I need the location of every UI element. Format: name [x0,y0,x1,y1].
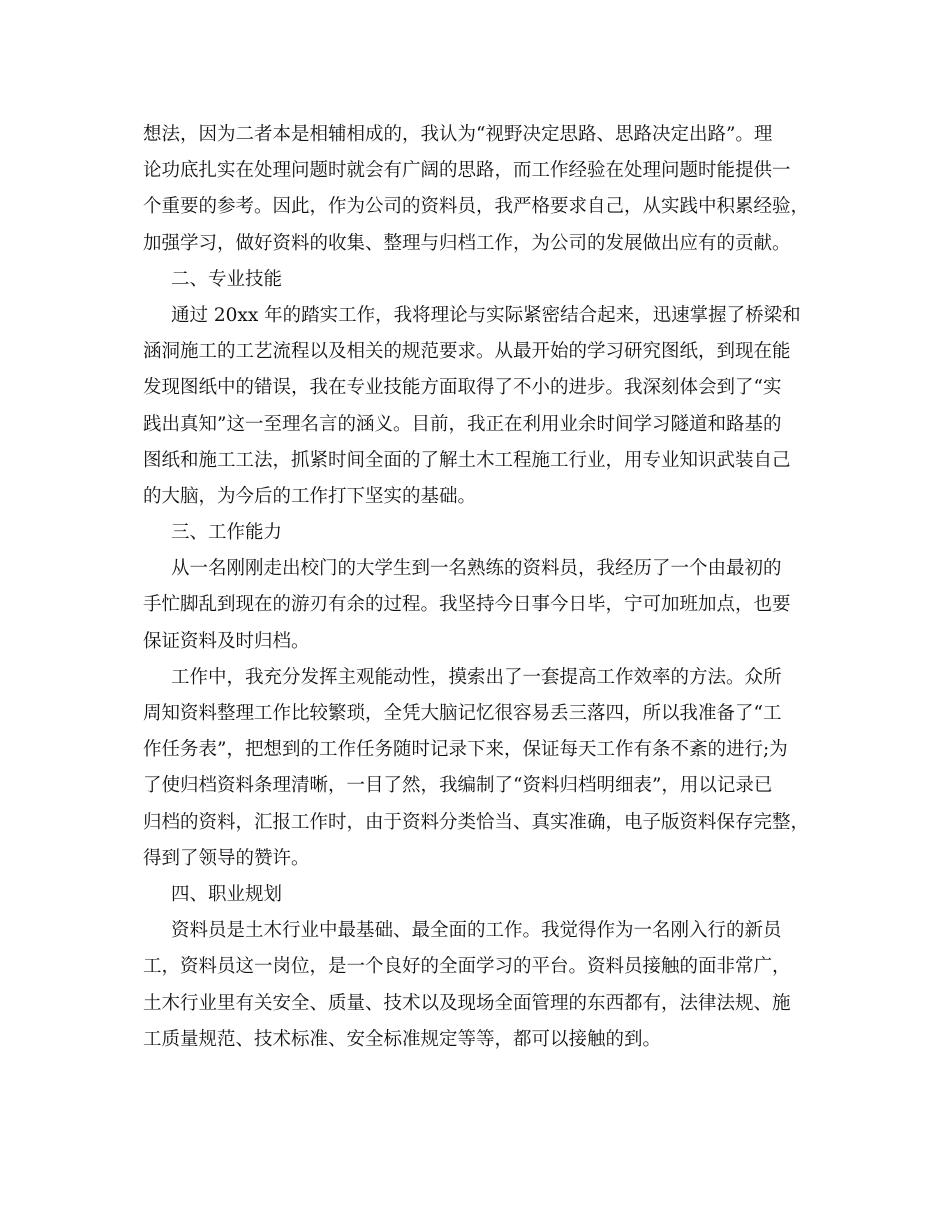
paragraph-line: 土木行业里有关安全、质量、技术以及现场全面管理的东西都有，法律法规、施 [143,992,791,1014]
paragraph-line: 工，资料员这一岗位，是一个良好的全面学习的平台。资料员接触的面非常广， [143,956,791,978]
paragraph-line: 想法，因为二者本是相辅相成的，我认为“视野决定思路、思路决定出路”。理 [143,124,773,145]
section-heading: 四、职业规划 [171,883,283,905]
paragraph-line: 个重要的参考。因此，作为公司的资料员，我严格要求自己，从实践中积累经验， [143,196,810,218]
paragraph-line: 的大脑，为今后的工作打下坚实的基础。 [143,485,477,507]
paragraph-first-line: 工作中，我充分发挥主观能动性，摸索出了一套提高工作效率的方法。众所 [171,666,782,688]
document-body [143,117,809,1058]
paragraph-first-line: 从一名刚刚走出校门的大学生到一名熟练的资料员，我经历了一个由最初的 [171,558,782,580]
paragraph-line: 加强学习，做好资料的收集、整理与归档工作，为公司的发展做出应有的贡献。 [143,232,791,254]
paragraph-line: 作任务表”，把想到的工作任务随时记录下来，保证每天工作有条不紊的进行;为 [143,739,788,761]
paragraph-line: 保证资料及时归档。 [143,630,310,652]
paragraph-line: 工质量规范、技术标准、安全标准规定等等，都可以接触的到。 [143,1028,662,1050]
paragraph-line: 发现图纸中的错误，我在专业技能方面取得了不小的进步。我深刻体会到了“实 [143,377,782,399]
paragraph-line: 归档的资料，汇报工作时，由于资料分类恰当、真实准确，电子版资料保存完整， [143,811,810,833]
section-heading: 二、专业技能 [171,268,283,290]
paragraph-line: 了使归档资料条理清晰，一目了然，我编制了“资料归档明细表”，用以记录已 [143,775,773,797]
paragraph-first-line: 通过 20xx 年的踏实工作，我将理论与实际紧密结合起来，迅速掌握了桥梁和 [171,304,801,326]
paragraph-line: 图纸和施工工法，抓紧时间全面的了解土木工程施工行业，用专业知识武装自己 [143,449,791,471]
paragraph-line: 论功底扎实在处理问题时就会有广阔的思路，而工作经验在处理问题时能提供一 [143,160,791,182]
paragraph-line: 践出真知”这一至理名言的涵义。目前，我正在利用业余时间学习隧道和路基的 [143,413,782,435]
section-heading: 三、工作能力 [171,522,283,544]
paragraph-line: 涵洞施工的工艺流程以及相关的规范要求。从最开始的学习研究图纸，到现在能 [143,341,791,363]
paragraph-line: 手忙脚乱到现在的游刃有余的过程。我坚持今日事今日毕，宁可加班加点，也要 [143,594,791,616]
paragraph-line: 周知资料整理工作比较繁琐，全凭大脑记忆很容易丢三落四，所以我准备了“工 [143,703,782,724]
paragraph-first-line: 资料员是土木行业中最基础、最全面的工作。我觉得作为一名刚入行的新员 [171,920,782,942]
paragraph-line: 得到了领导的赞许。 [143,847,310,869]
